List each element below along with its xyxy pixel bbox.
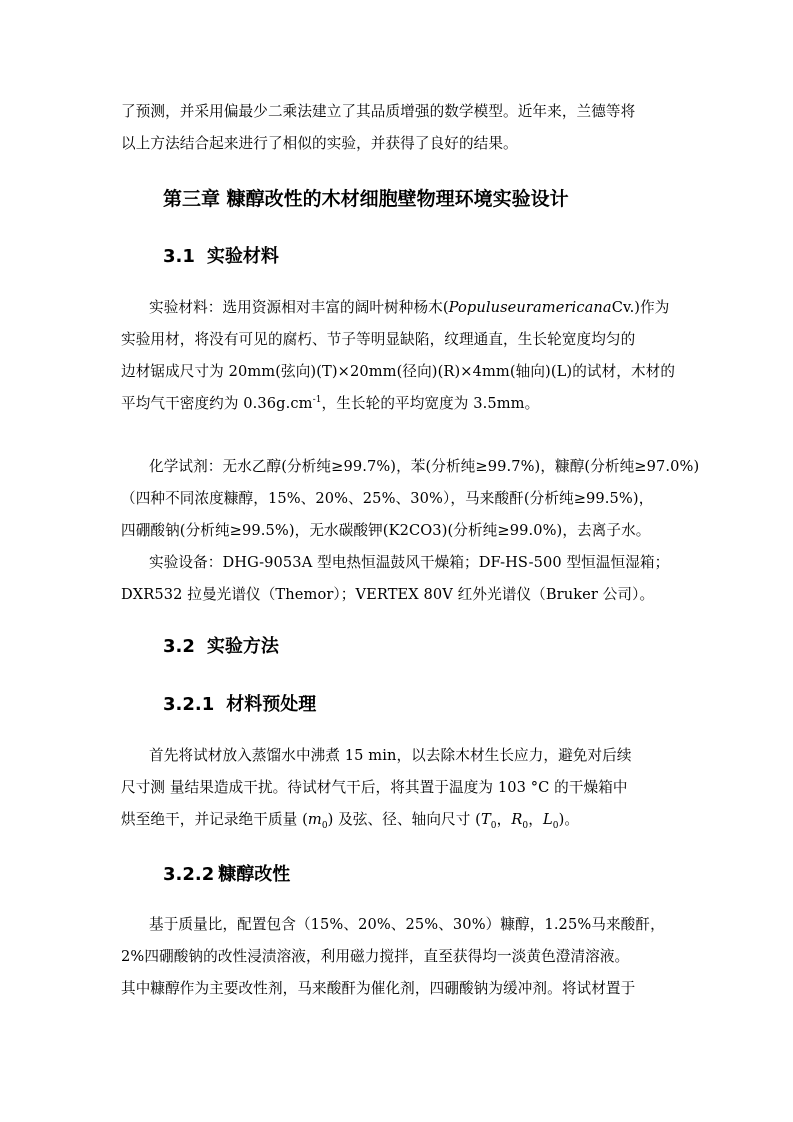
modification-line-1: 基于质量比，配置包含（15%、20%、25%、30%）糠醇，1.25%马来酸酐， (149, 916, 665, 933)
text-run: )。 (558, 811, 580, 828)
subscript: 0 (552, 820, 559, 831)
section-title: 材料预处理 (226, 694, 317, 715)
superscript: -1 (312, 395, 322, 406)
materials-line-3: 边材锯成尺寸为 20mm(弦向)(T)×20mm(径向)(R)×4mm(轴向)(L)的试材，木材的 (121, 363, 676, 380)
section-heading-3-2-1 (163, 692, 316, 718)
subscript: 0 (522, 820, 529, 831)
text-run: ) 及弦、径、轴向尺寸 ( (327, 811, 481, 828)
text-run: 实验材料：选用资源相对丰富的阔叶树种杨木( (149, 299, 449, 316)
section-title: 实验材料 (206, 246, 279, 267)
reagents-line-3: 四硼酸钠(分析纯≥99.5%)，无水碳酸钾(K2CO3)(分析纯≥99.0%)，去离子水。 (121, 522, 651, 539)
subscript: 0 (321, 820, 328, 831)
section-number: 3.2.2 (163, 864, 215, 885)
section-title: 糠醇改性 (218, 864, 291, 885)
separator: ， (528, 811, 543, 828)
symbol-t: T (480, 811, 491, 828)
materials-line-2: 实验用材，将没有可见的腐朽、节子等明显缺陷，纹理通直，生长轮宽度均匀的 (121, 331, 636, 348)
symbol-m: m (307, 811, 322, 828)
species-name: Populuseuramericana (448, 299, 612, 316)
text-run: 烘至绝干，并记录绝干质量 ( (121, 811, 308, 828)
subscript: 0 (490, 820, 497, 831)
section-heading-3-2 (163, 634, 279, 660)
pretreatment-line-2: 尺寸测 量结果造成干扰。待试材气干后，将其置于温度为 103 °C 的干燥箱中 (121, 779, 628, 796)
section-number: 3.1 (163, 246, 195, 267)
modification-line-2: 2%四硼酸钠的改性浸渍溶液，利用磁力搅拌，直至获得均一淡黄色澄清溶液。 (121, 948, 630, 965)
materials-line-1 (149, 298, 670, 318)
reagents-line-2: （四种不同浓度糠醇，15%、20%、25%、30%），马来酸酐(分析纯≥99.5%)， (121, 490, 654, 507)
section-title: 实验方法 (206, 636, 279, 657)
modification-line-3: 其中糠醇作为主要改性剂，马来酸酐为催化剂，四硼酸钠为缓冲剂。将试材置于 (121, 980, 636, 997)
text-run: 平均气干密度约为 0.36g.cm (121, 395, 313, 412)
symbol-r: R (511, 811, 523, 828)
section-heading-3-2-2 (163, 862, 290, 888)
text-run: Cv.)作为 (611, 299, 670, 316)
materials-line-4 (121, 394, 539, 414)
intro-line-2: 以上方法结合起来进行了相似的实验，并获得了良好的结果。 (121, 135, 518, 152)
equipment-line-1: 实验设备：DHG-9053A 型电热恒温鼓风干燥箱；DF-HS-500 型恒温恒湿箱； (149, 554, 670, 571)
section-number: 3.2 (163, 636, 195, 657)
pretreatment-line-3 (121, 810, 579, 830)
section-number: 3.2.1 (163, 694, 215, 715)
reagents-line-1: 化学试剂：无水乙醇(分析纯≥99.7%)，苯(分析纯≥99.7%)，糠醇(分析纯≥97.0%) (149, 458, 700, 475)
section-heading-3-1 (163, 244, 279, 270)
symbol-l: L (542, 811, 553, 828)
chapter-title: 第三章 糠醇改性的木材细胞壁物理环境实验设计 (163, 188, 569, 210)
equipment-line-2: DXR532 拉曼光谱仪（Themor）；VERTEX 80V 红外光谱仪（Bruker 公司）。 (121, 586, 655, 603)
pretreatment-line-1: 首先将试材放入蒸馏水中沸煮 15 min，以去除木材生长应力，避免对后续 (149, 747, 632, 764)
text-run: ，生长轮的平均宽度为 3.5mm。 (321, 395, 540, 412)
separator: ， (496, 811, 512, 828)
intro-line-1: 了预测，并采用偏最少二乘法建立了其品质增强的数学模型。近年来，兰德等将 (121, 103, 636, 120)
